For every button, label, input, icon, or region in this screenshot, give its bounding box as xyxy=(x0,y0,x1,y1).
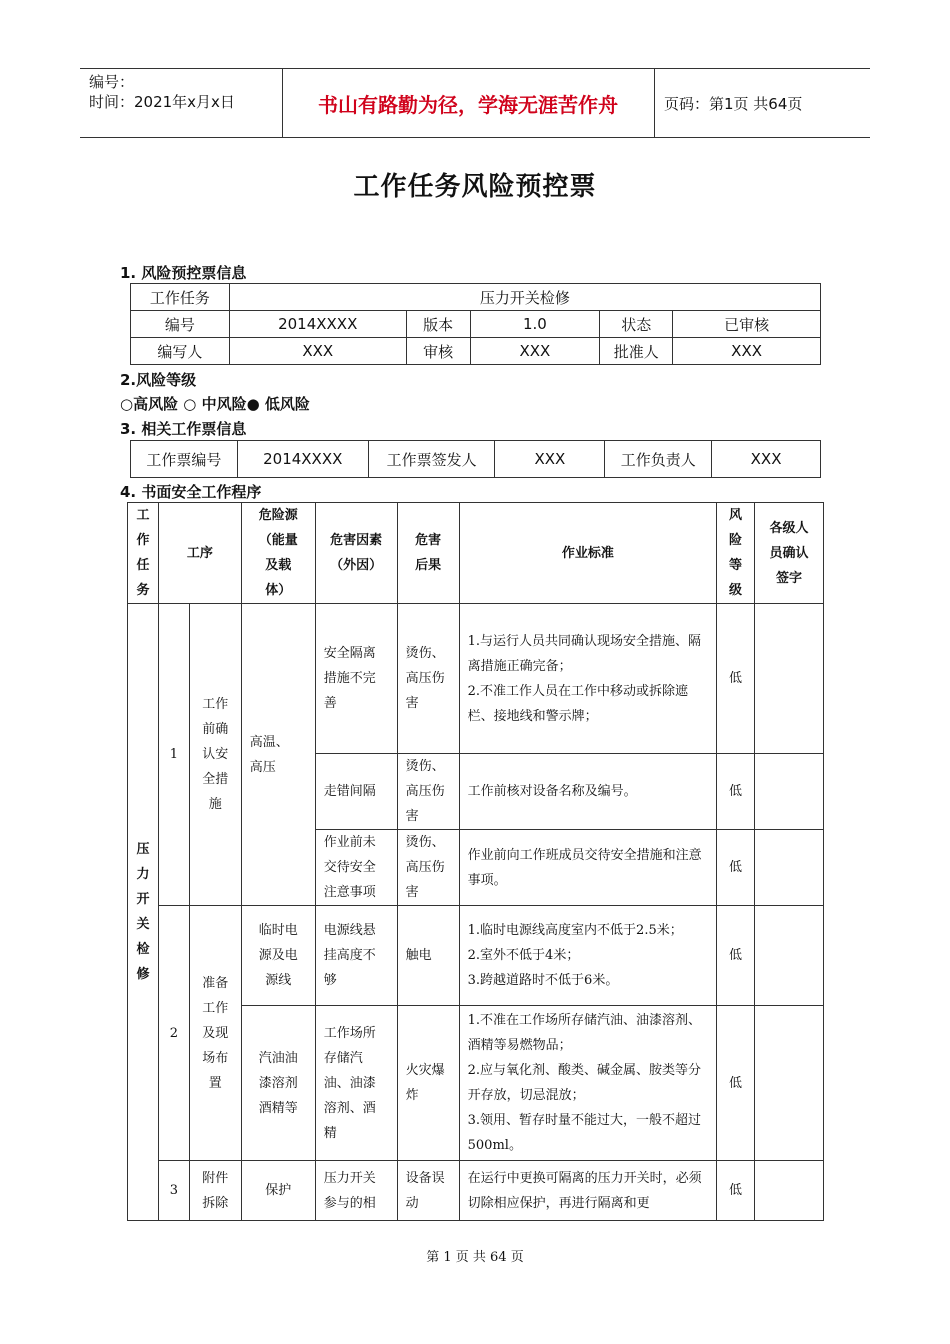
section2-heading: 2.风险等级 xyxy=(120,371,197,389)
status-label: 状态 xyxy=(600,311,673,338)
safety-procedure-table xyxy=(127,502,824,1221)
header-step: 工序 xyxy=(158,503,241,604)
step1-row2-result: 烫伤、高压伤害 xyxy=(405,759,445,824)
header-factor xyxy=(315,503,397,604)
step1-row3-sign xyxy=(755,830,824,906)
step1-row2-risk: 低 xyxy=(717,754,755,830)
step2-row2-risk: 低 xyxy=(717,1006,755,1161)
doc-no-label: 编号： xyxy=(89,73,135,91)
step2-row2-hazard-cell xyxy=(241,1006,315,1161)
approver-label: 批准人 xyxy=(600,338,673,365)
section1-heading: 1. 风险预控票信息 xyxy=(120,264,247,282)
step1-row3-factor-cell xyxy=(315,830,397,906)
header-hazard-text: 危险源（能量及载体） xyxy=(258,508,298,598)
step1-row1-result-cell xyxy=(397,604,459,754)
step1-row1-result: 烫伤、高压伤害 xyxy=(405,646,445,711)
step1-row1-factor-cell xyxy=(315,604,397,754)
step2-row1-hazard: 临时电源及电源线 xyxy=(258,923,298,988)
header-sign-text: 各级人员确认签字 xyxy=(769,520,809,586)
page-header xyxy=(80,68,870,138)
risk-level-options: ○高风险 ○ 中风险● 低风险 xyxy=(120,395,310,413)
step2-row2-sign xyxy=(755,1006,824,1161)
step3-result: 设备误动 xyxy=(405,1170,445,1211)
ticket-no-label: 工作票编号 xyxy=(131,441,238,478)
header-left xyxy=(80,69,283,137)
header-risk xyxy=(717,503,755,604)
step1-row2-factor: 走错间隔 xyxy=(315,754,397,830)
step1-no: 1 xyxy=(158,604,189,906)
step1-hazard-cell xyxy=(241,604,315,906)
step2-row1-result: 触电 xyxy=(397,906,459,1006)
header-hazard xyxy=(241,503,315,604)
status-value: 已审核 xyxy=(673,311,821,338)
review-value: XXX xyxy=(470,338,600,365)
step1-name-cell xyxy=(189,604,241,906)
step1-name: 工作前确认安全措施 xyxy=(202,697,229,812)
no-value: 2014XXXX xyxy=(229,311,406,338)
step2-row1-standard: 1.临时电源线高度室内不低于2.5米； 2.室外不低于4米； 3.跨越道路时不低于6米。 xyxy=(459,906,716,1006)
step3-factor: 压力开关参与的相 xyxy=(323,1170,376,1211)
step2-no: 2 xyxy=(158,906,189,1161)
header-result xyxy=(397,503,459,604)
risk-ticket-info-table xyxy=(130,283,821,365)
approver-value: XXX xyxy=(673,338,821,365)
step2-row1-factor: 电源线悬挂高度不够 xyxy=(323,923,376,988)
step1-row1-sign xyxy=(755,604,824,754)
step2-name: 准备工作及现场布置 xyxy=(202,975,229,1091)
header-task-text: 工作任务 xyxy=(136,508,150,598)
step1-row3-result-cell xyxy=(397,830,459,906)
step2-row1-hazard-cell xyxy=(241,906,315,1006)
step2-name-cell xyxy=(189,906,241,1161)
step1-row1-factor: 安全隔离措施不完善 xyxy=(323,646,376,711)
step2-row2-hazard: 汽油油漆溶剂酒精等 xyxy=(258,1050,298,1116)
step1-hazard: 高温、高压 xyxy=(249,734,289,775)
task-name-text: 压力开关检修 xyxy=(136,842,150,982)
step3-sign xyxy=(755,1161,824,1221)
step1-row3-result: 烫伤、高压伤害 xyxy=(405,835,445,900)
header-slogan: 书山有路勤为径，学海无涯苦作舟 xyxy=(282,69,655,137)
step2-row2-result-cell xyxy=(397,1006,459,1161)
leader-value: XXX xyxy=(712,441,821,478)
step3-factor-cell xyxy=(315,1161,397,1221)
time-label: 时间：2021年x月x日 xyxy=(89,93,235,111)
step2-row2-standard: 1.不准在工作场所存储汽油、油漆溶剂、酒精等易燃物品； 2.应与氧化剂、酸类、碱金属、胺类等分开存放，切忌混放； 3.领用、暂存时量不能过大，一般不超过500ml。 xyxy=(459,1006,716,1161)
step3-no: 3 xyxy=(158,1161,189,1221)
step1-row2-sign xyxy=(755,754,824,830)
header-standard: 作业标准 xyxy=(459,503,716,604)
no-label: 编号 xyxy=(131,311,230,338)
version-value: 1.0 xyxy=(470,311,600,338)
step3-name-cell xyxy=(189,1161,241,1221)
issuer-label: 工作票签发人 xyxy=(368,441,495,478)
issuer-value: XXX xyxy=(495,441,605,478)
step2-row2-factor-cell xyxy=(315,1006,397,1161)
step1-row1-standard: 1.与运行人员共同确认现场安全措施、隔离措施正确完备； 2.不准工作人员在工作中移动或拆除遮栏、接地线和警示牌； xyxy=(459,604,716,754)
task-value: 压力开关检修 xyxy=(229,284,820,311)
step2-row1-sign xyxy=(755,906,824,1006)
header-page-label: 页码：第1页 共64页 xyxy=(664,95,803,113)
header-risk-text: 风险等级 xyxy=(729,508,743,598)
step3-name: 附件拆除 xyxy=(202,1170,229,1211)
step3-result-cell xyxy=(397,1161,459,1221)
writer-value: XXX xyxy=(229,338,406,365)
step1-row3-standard: 作业前向工作班成员交待安全措施和注意事项。 xyxy=(459,830,716,906)
page-footer: 第 1 页 共 64 页 xyxy=(426,1250,524,1265)
step3-risk: 低 xyxy=(717,1161,755,1221)
step2-row2-result: 火灾爆炸 xyxy=(405,1063,445,1103)
header-task xyxy=(128,503,159,604)
step1-row3-risk: 低 xyxy=(717,830,755,906)
leader-label: 工作负责人 xyxy=(605,441,712,478)
step2-row2-factor: 工作场所存储汽油、油漆溶剂、酒精 xyxy=(323,1025,376,1141)
step1-row2-standard: 工作前核对设备名称及编号。 xyxy=(459,754,716,830)
review-label: 审核 xyxy=(406,338,470,365)
ticket-no-value: 2014XXXX xyxy=(237,441,368,478)
page-title: 工作任务风险预控票 xyxy=(353,172,597,202)
section3-heading: 3. 相关工作票信息 xyxy=(120,420,247,438)
step3-standard: 在运行中更换可隔离的压力开关时，必须切除相应保护，再进行隔离和更 xyxy=(459,1161,716,1221)
work-ticket-table xyxy=(130,440,821,478)
step3-hazard: 保护 xyxy=(241,1161,315,1221)
task-name-cell xyxy=(128,604,159,1221)
header-sign xyxy=(755,503,824,604)
version-label: 版本 xyxy=(406,311,470,338)
section4-heading: 4. 书面安全工作程序 xyxy=(120,483,262,501)
step1-row1-risk: 低 xyxy=(717,604,755,754)
task-label: 工作任务 xyxy=(131,284,230,311)
step2-row1-factor-cell xyxy=(315,906,397,1006)
step1-row2-result-cell xyxy=(397,754,459,830)
step2-row1-risk: 低 xyxy=(717,906,755,1006)
step1-row3-factor: 作业前未交待安全注意事项 xyxy=(323,835,376,900)
header-factor-text: 危害因素（外因） xyxy=(330,533,383,573)
header-result-text: 危害后果 xyxy=(415,533,442,573)
writer-label: 编写人 xyxy=(131,338,230,365)
